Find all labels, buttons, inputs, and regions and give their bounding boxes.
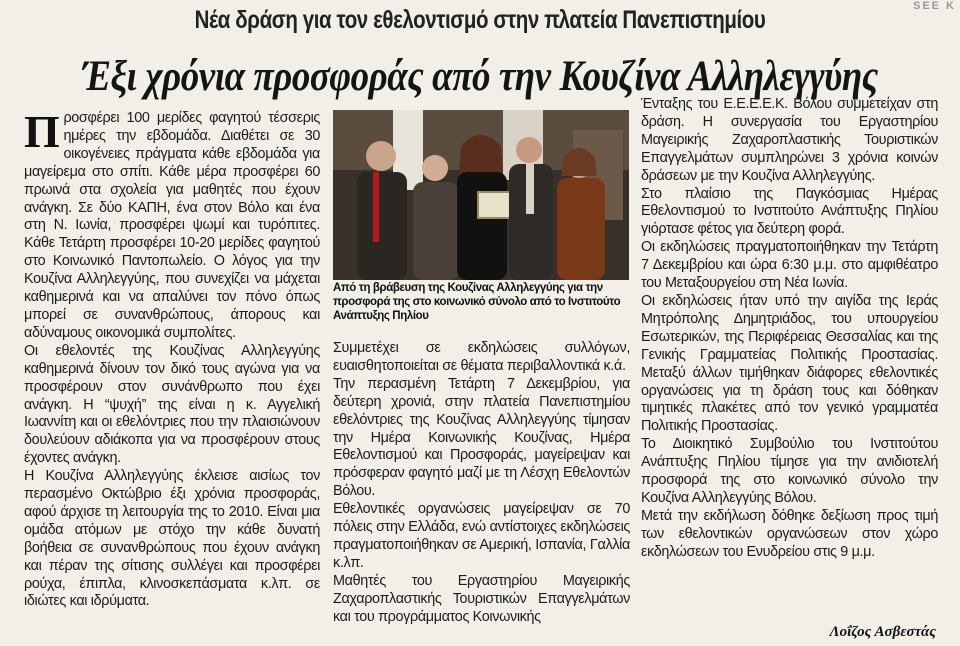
paragraph: Η Κουζίνα Αλληλεγγύης έκλεισε αισίως τον περασμένο Οκτώβριο έξι χρόνια προσφοράς, αφού άρχισε τη λειτουργία της το 2010. Είναι μια ομάδα ατόμων με στόχο την κάθε δυνατή βοήθεια σε συνανθρώπους που έχουν ανάγκη και πέραν της σίτισης συλλέγει και προσφέρει ρούχα, έπιπλα, κλινοσκεπάσματα κ.λπ. σε ιδιώτες και ιδρύματα. bbox=[24, 468, 320, 610]
paragraph: Μαθητές του Εργαστηρίου Μαγειρικής Ζαχαροπλαστικής Τουριστικών Επαγγελμάτων και του προγράμματος Κοινωνικής bbox=[333, 572, 630, 625]
article-column-2 bbox=[333, 340, 630, 627]
photo-caption: Από τη βράβευση της Κουζίνας Αλληλεγγύης για την προσφορά της στο κοινωνικό σύνολο από το Ινστιτούτο Ανάπτυξης Πηλίου bbox=[333, 282, 621, 322]
dropcap: Π bbox=[24, 106, 60, 157]
article-headline: Έξι χρόνια προσφοράς από την Κουζίνα Αλληλεγγύης bbox=[82, 53, 878, 100]
paragraph: Οι εκδηλώσεις ήταν υπό την αιγίδα της Ιεράς Μητρόπολης Δημητριάδος, του υπουργείου Εσωτερικών, της Περιφέρειας Θεσσαλίας και της Γενικής Γραμματείας Πολιτικής Προστασίας. Μεταξύ άλλων τιμήθηκαν διάφορες εθελοντικές οργανώσεις για τη δράση τους και δόθηκαν τιμητικές πλακέτες από τον γενικό γραμματέα Πολιτικής Προστασίας. bbox=[641, 292, 938, 435]
paragraph: Οι εκδηλώσεις πραγματοποιήθηκαν την Τετάρτη 7 Δεκεμβρίου και ώρα 6:30 μ.μ. στο αμφιθέατρο του Μεταξουργείου στη Νέα Ιωνία. bbox=[641, 239, 938, 292]
page-marker: SEE K bbox=[912, 0, 956, 12]
paragraph: Οι εθελοντές της Κουζίνας Αλληλεγγύης καθημερινά δίνουν τον δικό τους αγώνα για να προσφέρουν στον συνάνθρωπο που έχει ανάγκη. Η “ψυχή” της είναι η κ. Αγγελική Ιωαννίτη και οι εθελόντριες που την πλαισιώνουν δουλεύουν αδιάκοπα για να προσφέρουν στους έχοντες ανάγκη. bbox=[24, 342, 320, 467]
award-photo bbox=[333, 110, 629, 280]
paragraph: Την περασμένη Τετάρτη 7 Δεκεμβρίου, για δεύτερη χρονιά, στην πλατεία Πανεπιστημίου εθελόντριες της Κουζίνας Αλληλεγγύης τίμησαν την Ημέρα Κοινωνικής Κουζίνας, Ημέρα Εθελοντισμού και Προσφοράς, μαγείρεψαν και πρόσφεραν φαγητό μαζί με τη Λέσχη Εθελοντών Βόλου. bbox=[333, 375, 630, 500]
article-column-3 bbox=[641, 96, 938, 562]
paragraph: Στο πλαίσιο της Παγκόσμιας Ημέρας Εθελοντισμού το Ινστιτούτο Ανάπτυξης Πηλίου γιόρτασε φέτος για δεύτερη φορά. bbox=[641, 185, 938, 238]
paragraph-text: ροσφέρει 100 μερίδες φαγητού τέσσερις ημέρες την εβδομάδα. Διαθέτει σε 30 οικογένειες πράγματα κάθε εβδομάδα για μαγείρεμα στο σπίτι. Κάθε μέρα προσφέρει 60 πρωινά στα σχολεία για μαθητές που έχουν ανάγκη. Σε δύο ΚΑΠΗ, ένα στον Βόλο και ένα στη Ν. Ιωνία, προσφέρει ψωμί και τυρόπιτες. Κάθε Τετάρτη προσφέρει 10-20 μερίδες φαγητού στο Κοινωνικό Παντοπωλείο. Ο λόγος για την Κουζίνα Αλληλεγγύης, που συνεχίζει να μάχεται καθημερινά και να απαλύνει τον πόνο όπως μπορεί σε συνανθρώπους, άπορους και αδύναμους οικονομικά συμπολίτες. bbox=[24, 110, 320, 341]
paragraph: Το Διοικητικό Συμβούλιο του Ινστιτούτου Ανάπτυξης Πηλίου τίμησε για την ανιδιοτελή προσφορά της στο κοινωνικό σύνολο την Κουζίνα Αλληλεγγύης Βόλου. bbox=[641, 436, 938, 506]
author-signature: Λοΐζος Ασβεστάς bbox=[829, 624, 936, 640]
photo-illustration bbox=[333, 110, 629, 280]
paragraph bbox=[24, 106, 320, 343]
article-kicker: Νέα δράση για τον εθελοντισμό στην πλατεία Πανεπιστημίου bbox=[194, 6, 766, 34]
paragraph: Συμμετέχει σε εκδηλώσεις συλλόγων, ευαισθητοποιείται σε θέματα περιβαλλοντικά κ.ά. bbox=[333, 340, 630, 374]
paragraph: Εθελοντικές οργανώσεις μαγείρεψαν σε 70 πόλεις στην Ελλάδα, ενώ αντίστοιχες εκδηλώσεις πραγματοποιήθηκαν σε Αμερική, Ισπανία, Γαλλία κ.λπ. bbox=[333, 501, 630, 571]
paragraph: Μετά την εκδήλωση δόθηκε δεξίωση προς τιμή των εθελοντικών οργανώσεων στον χώρο εκδηλώσεων του Ενυδρείου στις 9 μ.μ. bbox=[641, 507, 938, 560]
article-column-1 bbox=[24, 106, 320, 611]
paragraph: Ένταξης του Ε.Ε.Ε.Ε.Κ. Βόλου συμμετείχαν στη δράση. Η συνεργασία του Εργαστηρίου Μαγειρικής Ζαχαροπλαστικής Τουριστικών Επαγγελμάτων συμπληρώνει 3 χρόνια κοινών δράσεων με την Κουζίνα Αλληλεγγύης. bbox=[641, 96, 938, 184]
